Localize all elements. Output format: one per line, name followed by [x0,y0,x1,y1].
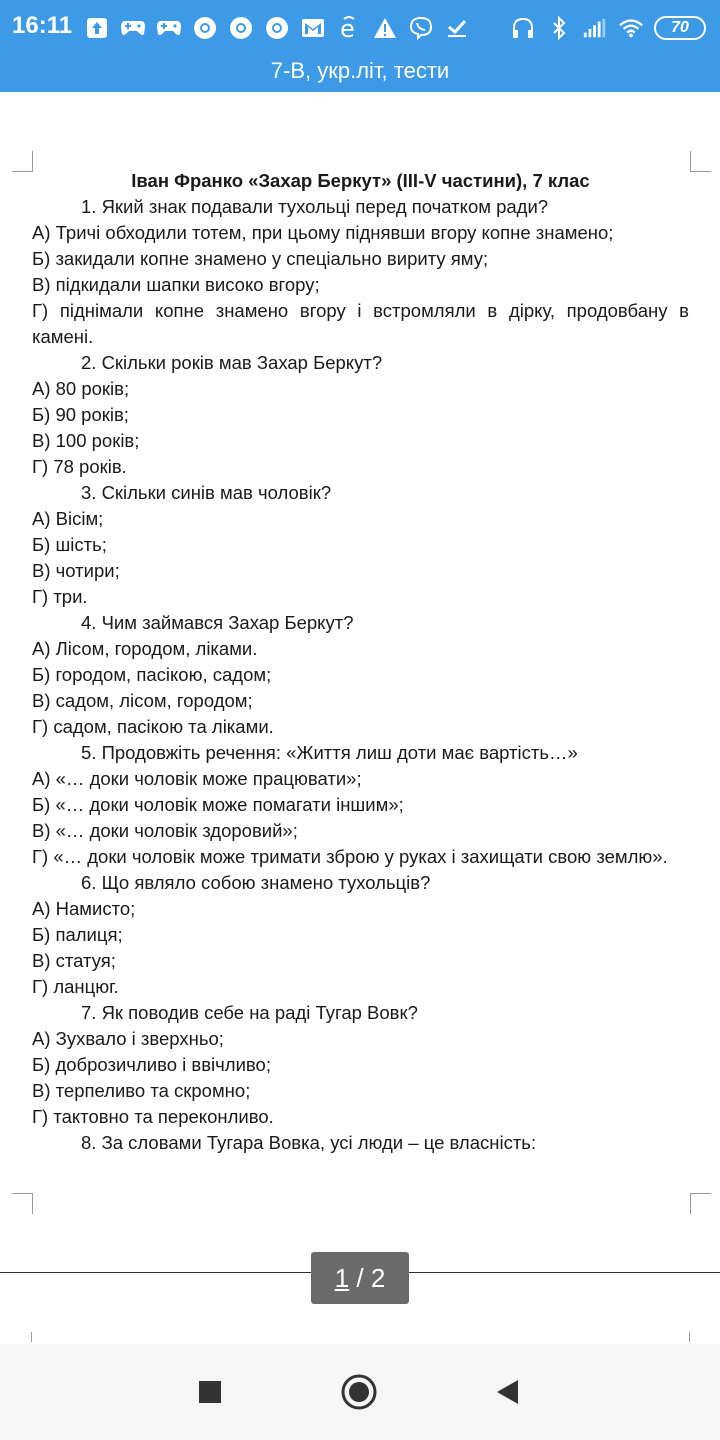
current-page: 1 [334,1262,350,1293]
system-icons [510,14,706,42]
warning-icon [372,15,398,41]
question: 5. Продовжіть речення: «Життя лиш доти має вартість…» [81,742,578,763]
svg-text:e: e [340,15,355,41]
app-header [0,0,720,92]
notification-icons [84,14,470,42]
recents-button[interactable] [162,1344,258,1440]
battery-indicator: 70 [654,16,706,40]
answer-option: Б) шість; [32,534,107,555]
answer-option: В) 100 років; [32,430,140,451]
answer-option: Г) тактовно та переконливо. [32,1106,274,1127]
answer-option: Г) «… доки чоловік може тримати зброю у руках і захищати свою землю». [32,846,668,867]
document-content [32,168,689,1156]
page-corner-mark [690,151,711,172]
page-indicator [311,1252,409,1304]
answer-option: Г) садом, пасікою та ліками. [32,716,274,737]
answer-option: Б) палиця; [32,924,123,945]
page-corner-mark [689,1332,690,1342]
gmail-icon [300,15,326,41]
question: 8. За словами Тугара Вовка, усі люди – це власність: [81,1132,537,1153]
question: 3. Скільки синів мав чоловік? [81,482,332,503]
home-button[interactable] [311,1344,407,1440]
headphones-icon [510,15,536,41]
status-time: 16:11 [12,12,73,39]
page-corner-mark [690,1193,711,1214]
answer-option: Г) ланцюг. [32,976,119,997]
wifi-icon [618,15,644,41]
chrome-icon [228,15,254,41]
answer-option: Б) доброзичливо і ввічливо; [32,1054,271,1075]
home-circle-icon [340,1373,378,1411]
answer-option: В) терпеливо та скромно; [32,1080,251,1101]
answer-option: Б) городом, пасікою, садом; [32,664,272,685]
answer-option: А) Вісім; [32,508,104,529]
back-triangle-icon [494,1378,520,1406]
page-separator: / [349,1262,371,1293]
question: 6. Що являло собою знамено тухольців? [81,872,431,893]
gamepad-icon [156,15,182,41]
signal-icon [582,15,608,41]
back-button[interactable] [459,1344,555,1440]
document-heading: Іван Франко «Захар Беркут» (ІІІ-V частини), 7 клас [131,170,590,191]
page-title: 7-В, укр.літ, тести [270,58,450,83]
answer-option: В) статуя; [32,950,116,971]
answer-option: Г) піднімали копне знамено вгору і встромляли в дірку, продовбану в камені. [32,300,689,347]
e-icon [336,15,362,41]
answer-option: А) Лісом, городом, ліками. [32,638,258,659]
gamepad-icon [120,15,146,41]
recents-square-icon [198,1380,222,1404]
answer-option: Г) три. [32,586,88,607]
answer-option: Б) «… доки чоловік може помагати іншим»; [32,794,404,815]
chrome-icon [192,15,218,41]
document-viewer[interactable] [0,92,720,1344]
answer-option: А) Намисто; [32,898,136,919]
answer-option: А) 80 років; [32,378,130,399]
viber-icon [408,15,434,41]
total-pages: 2 [370,1262,386,1293]
answer-option: В) садом, лісом, городом; [32,690,253,711]
answer-option: Б) закидали копне знамено у спеціально вириту яму; [32,248,489,269]
question: 4. Чим займався Захар Беркут? [81,612,354,633]
answer-option: А) «… доки чоловік може працювати»; [32,768,362,789]
answer-option: В) підкидали шапки високо вгору; [32,274,320,295]
navigation-bar [0,1344,720,1440]
status-bar [0,0,720,54]
question: 2. Скільки років мав Захар Беркут? [81,352,383,373]
check-icon [444,15,470,41]
answer-option: Г) 78 років. [32,456,127,477]
upload-icon [84,15,110,41]
question: 7. Як поводив себе на раді Тугар Вовк? [81,1002,418,1023]
bluetooth-icon [546,15,572,41]
answer-option: А) Тричі обходили тотем, при цьому піднявши вгору копне знамено; [32,222,614,243]
chrome-icon [264,15,290,41]
answer-option: Б) 90 років; [32,404,129,425]
answer-option: А) Зухвало і зверхньо; [32,1028,224,1049]
page-corner-mark [31,1332,32,1342]
answer-option: В) чотири; [32,560,120,581]
page-corner-mark [12,1193,33,1214]
question: 1. Який знак подавали тухольці перед початком ради? [81,196,549,217]
page-corner-mark [12,151,33,172]
answer-option: В) «… доки чоловік здоровий»; [32,820,298,841]
